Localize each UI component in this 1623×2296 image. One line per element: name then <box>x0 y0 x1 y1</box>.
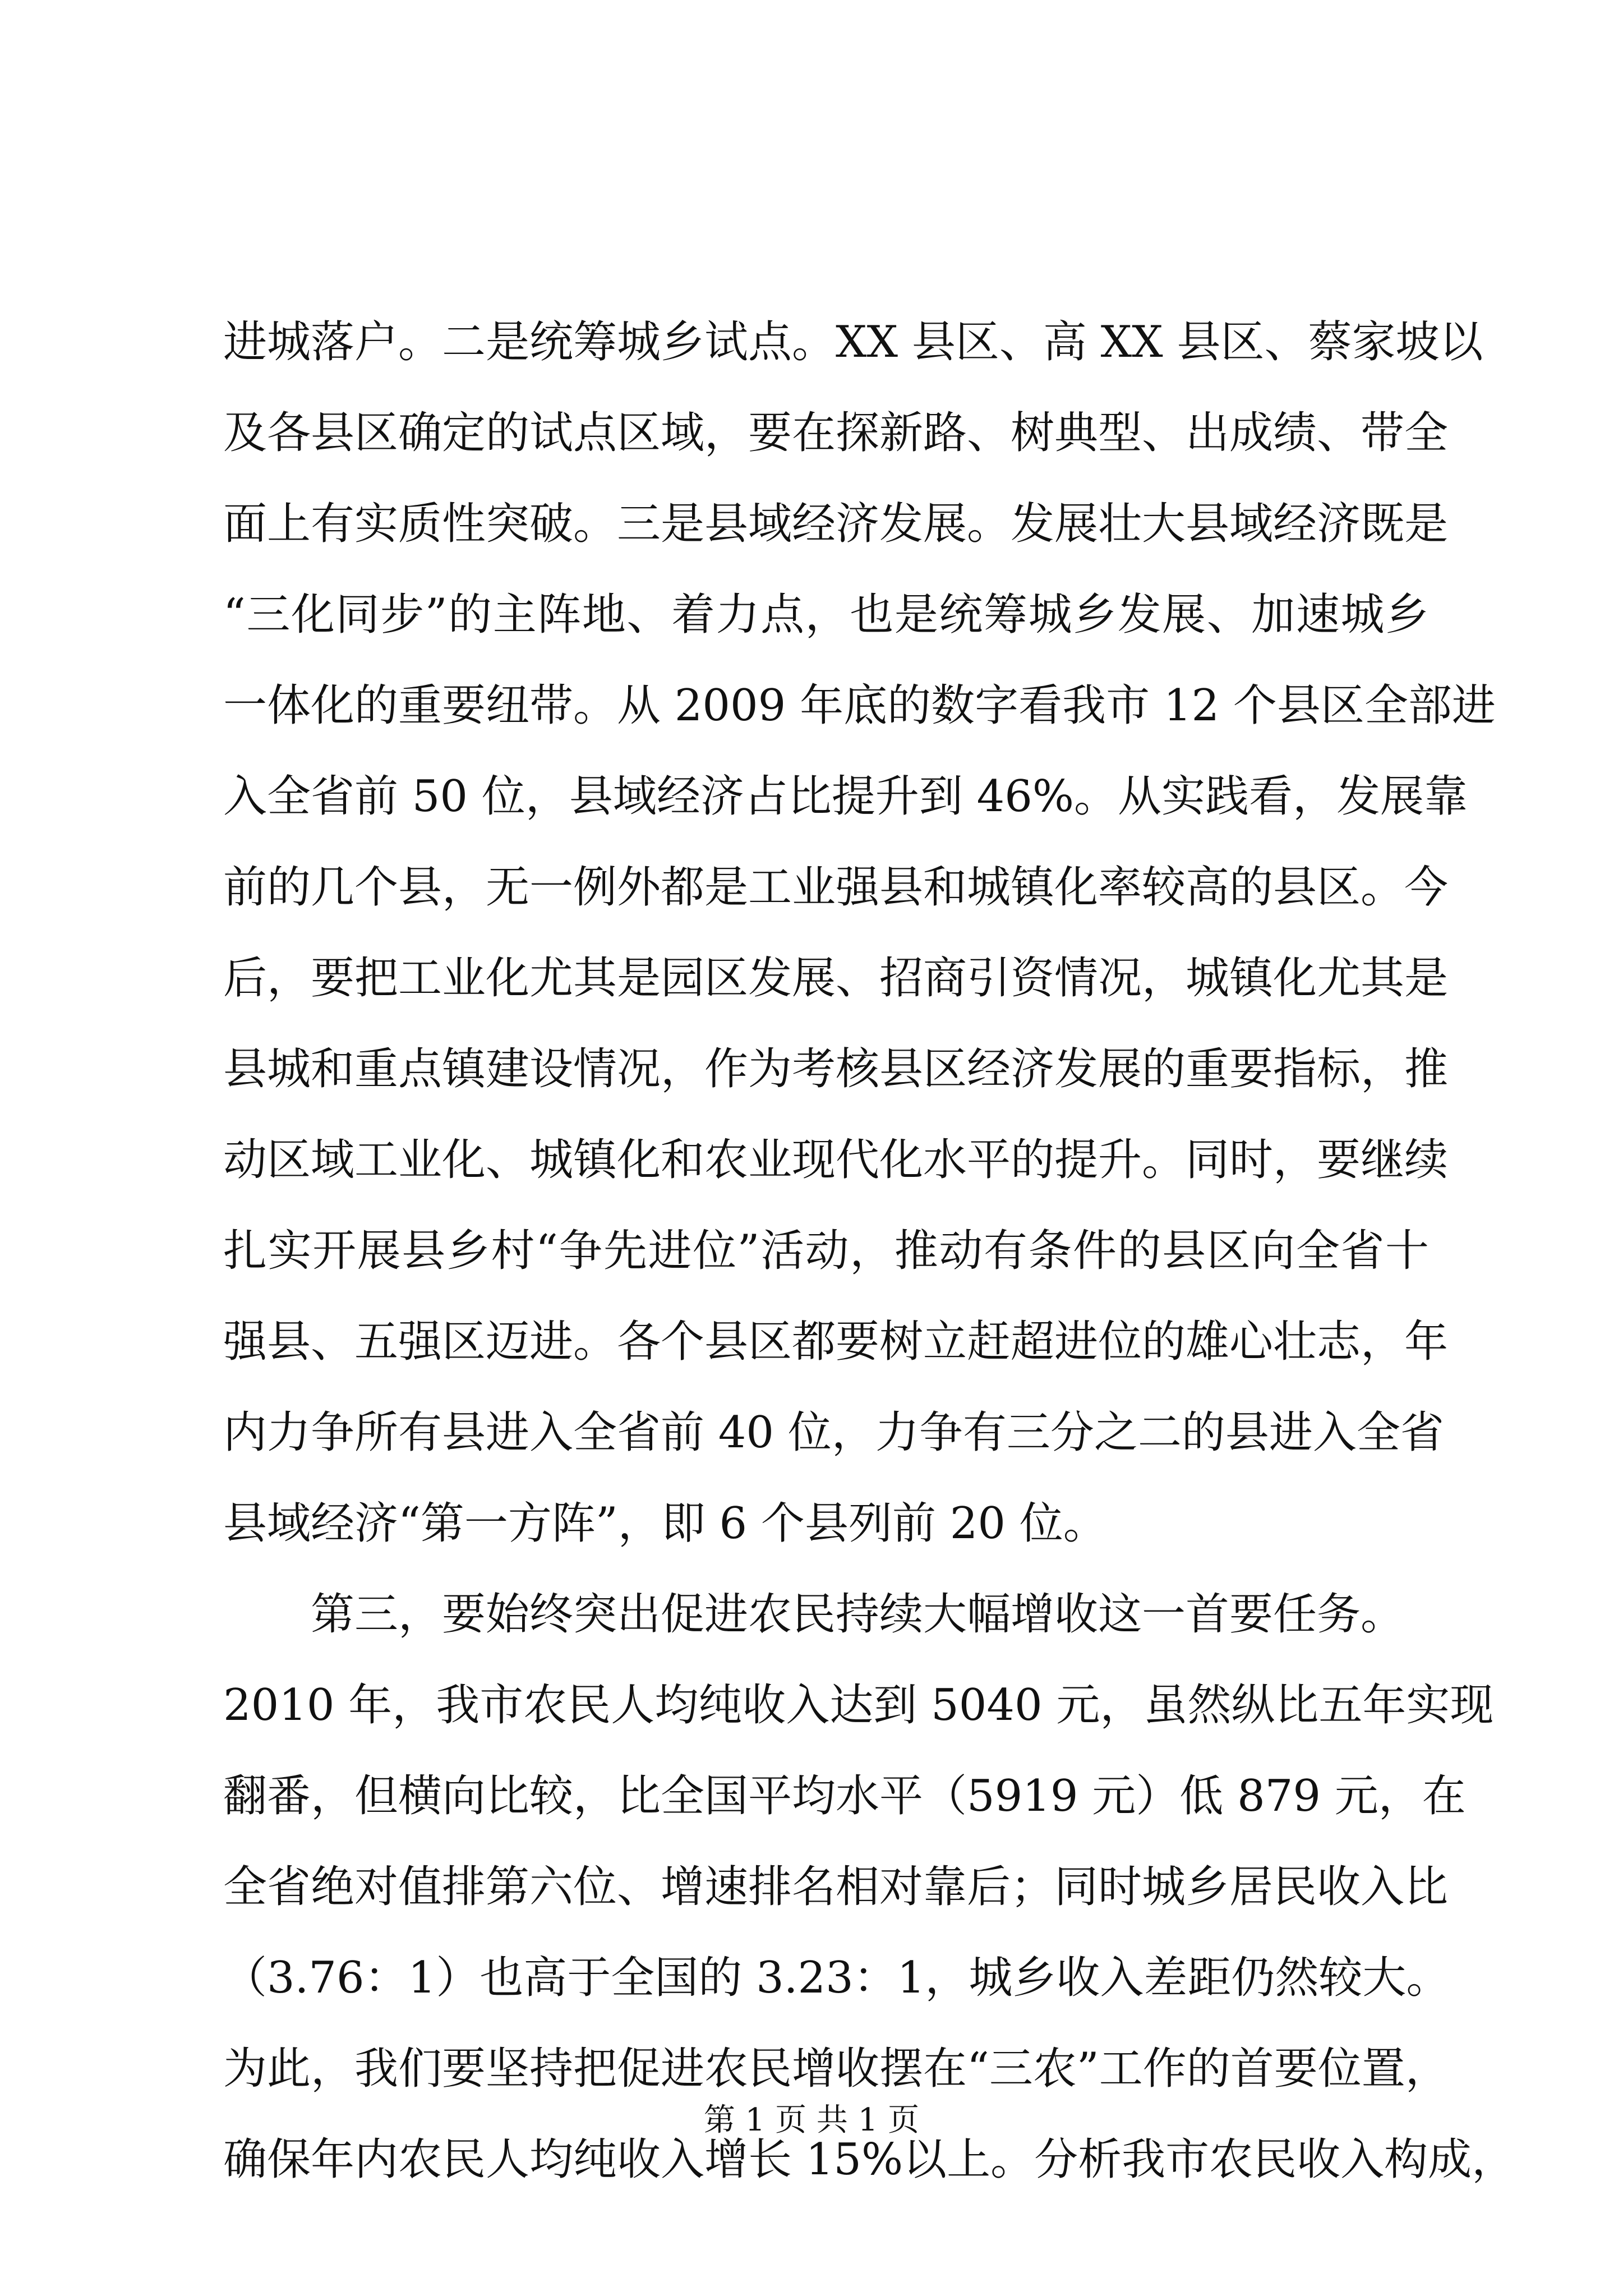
text-line: 一体化的重要纽带。从 2009 年底的数字看我市 12 个县区全部进 <box>223 680 1496 731</box>
page-footer: 第 1 页 共 1 页 <box>703 2102 920 2138</box>
body-text <box>223 297 1516 2206</box>
text-line: 入全省前 50 位，县域经济占比提升到 46%。从实践看，发展靠 <box>223 771 1468 822</box>
text-line: 确保年内农民人均纯收入增长 15%以上。分析我市农民收入构成， <box>223 2134 1516 2185</box>
text-line: 面上有实质性突破。三是县域经济发展。发展壮大县域经济既是 <box>223 499 1449 549</box>
text-line: 翻番，但横向比较，比全国平均水平（5919 元）低 879 元，在 <box>223 1771 1466 1821</box>
text-line: “三化同步”的主阵地、着力点，也是统筹城乡发展、加速城乡 <box>223 590 1429 640</box>
text-line: 2010 年，我市农民人均纯收入达到 5040 元，虽然纵比五年实现 <box>223 1680 1494 1731</box>
text-line: 后，要把工业化尤其是园区发展、招商引资情况，城镇化尤其是 <box>223 953 1449 1004</box>
text-line: 内力争所有县进入全省前 40 位，力争有三分之二的县进入全省 <box>223 1407 1444 1458</box>
text-line: 进城落户。二是统筹城乡试点。XX 县区、高 XX 县区、蔡家坡以 <box>223 317 1483 367</box>
text-line: 动区域工业化、城镇化和农业现代化水平的提升。同时，要继续 <box>223 1135 1449 1185</box>
text-line: 全省绝对值排第六位、增速排名相对靠后；同时城乡居民收入比 <box>223 1862 1449 1912</box>
text-line: 第三，要始终突出促进农民持续大幅增收这一首要任务。 <box>311 1589 1405 1640</box>
text-line: （3.76：1）也高于全国的 3.23：1，城乡收入差距仍然较大。 <box>223 1953 1450 2003</box>
text-line: 为此，我们要坚持把促进农民增收摆在“三农”工作的首要位置， <box>223 2044 1449 2094</box>
text-line: 强县、五强区迈进。各个县区都要树立赶超进位的雄心壮志，年 <box>223 1317 1449 1367</box>
text-line: 及各县区确定的试点区域，要在探新路、树典型、出成绩、带全 <box>223 408 1449 458</box>
text-line: 前的几个县，无一例外都是工业强县和城镇化率较高的县区。今 <box>223 862 1449 913</box>
text-line: 县域经济“第一方阵”，即 6 个县列前 20 位。 <box>223 1498 1107 1549</box>
text-line: 扎实开展县乡村“争先进位”活动，推动有条件的县区向全省十 <box>223 1226 1429 1276</box>
text-line: 县城和重点镇建设情况，作为考核县区经济发展的重要指标，推 <box>223 1044 1449 1094</box>
